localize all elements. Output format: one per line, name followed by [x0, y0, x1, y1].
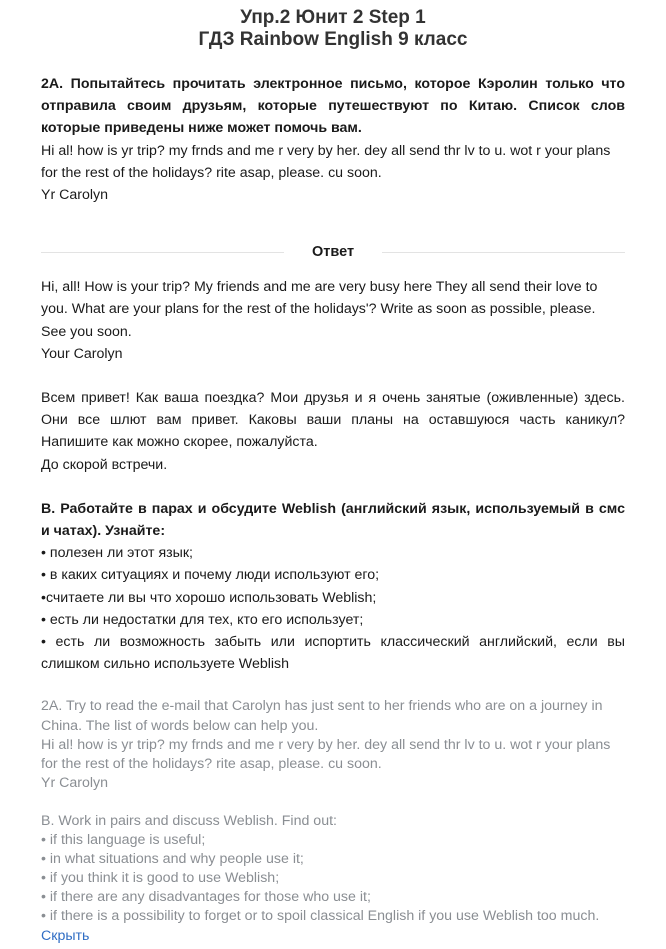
list-item: • if this language is useful;: [41, 832, 206, 849]
spacer: [41, 793, 625, 812]
answer-ru-text: Всем привет! Как ваша поездка? Мои друзья и я очень занятые (оживленные) здесь. Они все шлют вам привет. Каковы ваши планы на оставшуюся часть каникул? Напишите как можно скорее, пожалуйста.: [41, 390, 625, 451]
task-b-heading: B. Работайте в парах и обсудите Weblish (английский язык, используемый в смс и чатах). Узнайте:: [41, 500, 625, 540]
task-a-email-text: Hi al! how is yr trip? my frnds and me r very by her. dey all send thr lv to u. wot r your plans for the rest of the holidays? rite asap, please. cu soon.: [41, 142, 611, 181]
list-item: • есть ли недостатки для тех, кто его использует;: [41, 611, 364, 628]
translation-email-text: Hi al! how is yr trip? my frnds and me r very by her. dey all send thr lv to u. wot r your plans for the rest of the holidays? rite asap, please. cu soon.: [41, 736, 611, 772]
page-title-line-1: Упр.2 Юнит 2 Step 1: [240, 7, 426, 28]
list-item: • в каких ситуациях и почему люди используют его;: [41, 567, 380, 584]
answer-english: [41, 276, 625, 365]
list-item: • if you think it is good to use Weblish;: [41, 870, 280, 887]
list-item: • if there is a possibility to forget or to spoil classical English if you use Weblish too much.: [41, 908, 600, 925]
task-b-section: [41, 498, 625, 676]
translation-task-b: B. Work in pairs and discuss Weblish. Find out:: [41, 812, 337, 829]
answer-en-signature: Your Carolyn: [41, 345, 123, 362]
translation-task-a: 2A. Try to read the e-mail that Carolyn has just sent to her friends who are on a journey in China. The list of words below can help you.: [41, 698, 603, 734]
answer-label: Ответ: [311, 244, 355, 261]
answer-en-text: Hi, all! How is your trip? My friends and me are very busy here They all send their love to you. What are your plans for the rest of the holidays'? Write as soon as possible, please.: [41, 279, 598, 318]
task-a-email-signature: Yr Carolyn: [41, 187, 109, 204]
list-item: • полезен ли этот язык;: [41, 545, 194, 562]
answer-ru-closing: До скорой встречи.: [41, 456, 168, 473]
list-item: •считаете ли вы что хорошо использовать Weblish;: [41, 589, 377, 606]
answer-divider: [41, 242, 625, 262]
hide-link[interactable]: Скрыть: [41, 927, 90, 944]
task-b-bullet-list: [41, 542, 625, 675]
page-title: [41, 0, 625, 51]
list-item: • if there are any disadvantages for those who use it;: [41, 889, 371, 906]
answer-russian: [41, 387, 625, 476]
list-item: • in what situations and why people use it;: [41, 851, 304, 868]
english-original-section: [41, 697, 625, 945]
answer-en-closing: See you soon.: [41, 323, 132, 340]
list-item: • есть ли возможность забыть или испортить классический английский, если вы слишком сильно используете Weblish: [41, 634, 625, 673]
translation-bullet-list: [41, 831, 625, 926]
translation-email-signature: Yr Carolyn: [41, 774, 109, 791]
page-title-line-2: ГДЗ Rainbow English 9 класс: [198, 29, 468, 50]
task-a-section: [41, 73, 625, 206]
divider-rule-left: [41, 252, 284, 253]
task-a-heading: 2A. Попытайтесь прочитать электронное письмо, которое Кэролин только что отправила своим друзьям, которые путешествуют по Китаю. Список слов которые приведены ниже может помочь вам.: [41, 76, 625, 137]
divider-rule-right: [382, 252, 625, 253]
